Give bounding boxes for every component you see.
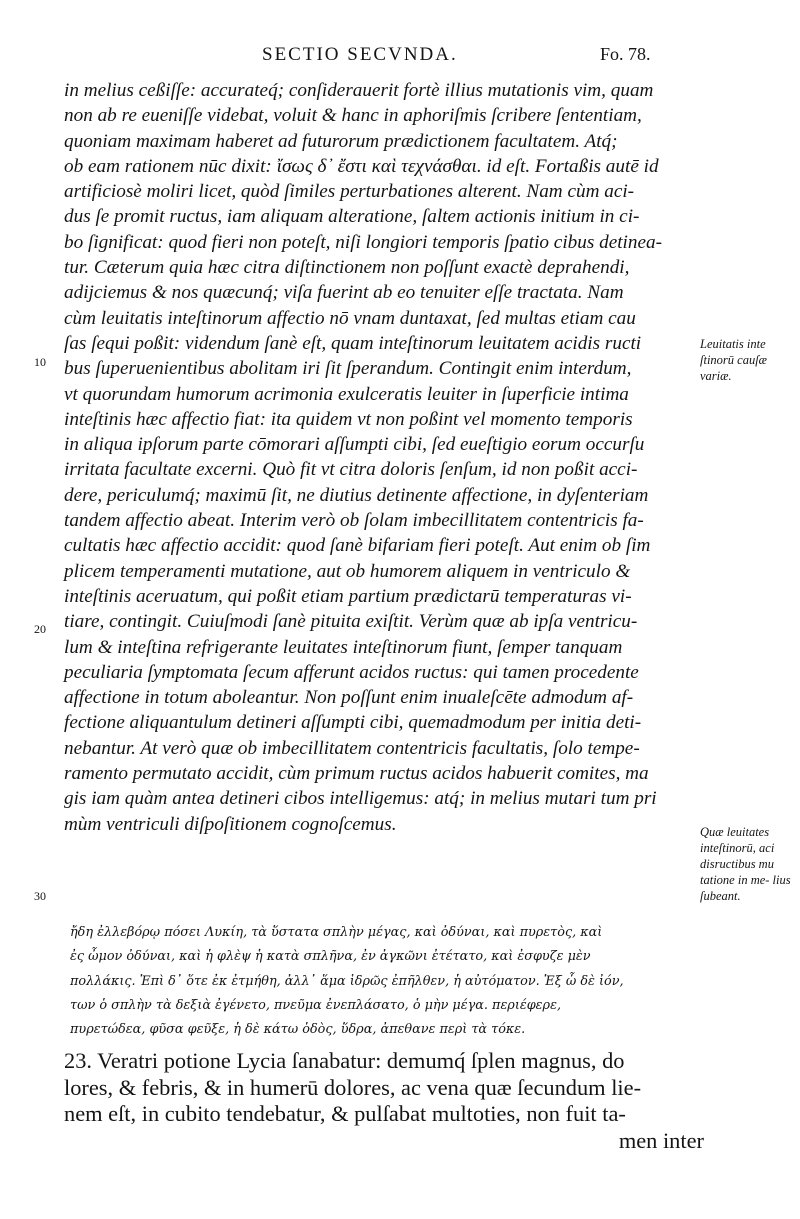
text-line: inteſtinis aceruatum, qui poßit etiam partium prædictarū temperaturas vi- bbox=[64, 585, 632, 607]
text-line: cùm leuitatis inteſtinorum affectio nō vnam duntaxat, ſed multas etiam cau bbox=[64, 307, 636, 329]
margin-note-acid-eructations: Quæ leuitates inteſtinorū, aci disructibus mu tatione in me- lius ſubeant. bbox=[700, 825, 791, 903]
text-line: ramento permutato accidit, cùm primum ructus acidos habuerit comites, ma bbox=[64, 763, 649, 785]
text-line: mùm ventriculi diſpoſitionem cognoſcemus. bbox=[64, 813, 397, 835]
text-line: adijciemus & nos quæcunq́; viſa fuerint ab eo tenuiter eſſe tractata. Nam bbox=[64, 282, 624, 304]
aphorism-line: nem eſt, in cubito tendebatur, & pulſabat multoties, non fuit ta- bbox=[64, 1101, 626, 1127]
text-line: ob eam rationem nūc dixit: ἴσως δ᾽ ἔστι καὶ τεχνάσθαι. id eſt. Fortaßis autē id bbox=[64, 155, 659, 177]
aphorism-line: lores, & febris, & in humerū dolores, ac vena quæ ſecundum lie- bbox=[64, 1074, 642, 1100]
text-line: non ab re eueniſſe videbat, voluit & hanc in aphoriſmis ſcribere ſententiam, bbox=[64, 105, 642, 127]
text-line: bus ſuperuenientibus abolitam iri ſit ſperandum. Contingit enim interdum, bbox=[64, 358, 632, 380]
text-line: ſas ſequi poßit: videndum ſanè eſt, quam inteſtinorum leuitatem acidis ructi bbox=[64, 332, 642, 354]
text-line: in melius ceßiſſe: accurateq́; conſiderauerit fortè illius mutationis vim, quam bbox=[64, 80, 654, 101]
line-number-20: 20 bbox=[34, 622, 46, 636]
text-line: tiare, contingit. Cuiuſmodi ſanè pituita exiſtit. Verùm quæ ab ipſa ventricu- bbox=[64, 611, 638, 633]
text-line: bo ſignificat: quod fieri non poteſt, niſi longiori temporis ſpatio cibus detinea- bbox=[64, 231, 662, 253]
greek-line: ἐς ὦμον ὀδύναι, καὶ ἡ φλὲψ ἡ κατὰ σπλῆνα, ἐν ἀγκῶνι ἐτέτατο, καὶ ἐσφυζε μὲν bbox=[70, 949, 591, 965]
aphorism-23 bbox=[64, 1048, 704, 1155]
text-line: plicem temperamenti mutatione, aut ob humorem aliquem in ventriculo & bbox=[64, 560, 631, 582]
text-line: lum & inteſtina refrigerante leuitates inteſtinorum fiunt, ſemper tanquam bbox=[64, 636, 623, 658]
line-number-30: 30 bbox=[34, 889, 46, 903]
greek-text bbox=[70, 921, 698, 1042]
folio-number: Fo. 78. bbox=[600, 44, 651, 64]
margin-note-causes: Leuitatis inte ſtinorū cauſæ variæ. bbox=[700, 337, 768, 383]
text-line: artificiosè moliri licet, quòd ſimiles perturbationes alterent. Nam cùm aci- bbox=[64, 181, 635, 203]
text-line: in aliqua ipſorum parte cōmorari aſſumpti cibi, ſed eueſtigio eorum occurſu bbox=[64, 434, 645, 456]
text-line: dus ſe promit ructus, iam aliquam alteratione, ſaltem actionis initium in ci- bbox=[64, 206, 640, 228]
catchword-line: men inter bbox=[618, 1128, 704, 1154]
line-number-10: 10 bbox=[34, 355, 46, 369]
greek-line: πολλάκις. Ἐπὶ δ᾽ ὅτε ἐκ ἐτμήθη, ἀλλ᾽ ἅμα ἱδρῶς ἐπῆλθεν, ἡ αὐτόματον. Ἐξ ὧ δὲ ἰόν, bbox=[70, 973, 624, 989]
commentary-text bbox=[64, 78, 694, 837]
text-line: fectione aliquantulum detineri aſſumpti cibi, quemadmodum per initia deti- bbox=[64, 712, 642, 734]
running-head-title: SECTIO SECVNDA. bbox=[262, 44, 458, 65]
text-line: vt quorundam humorum acrimonia exulceratis leuiter in ſuperficie intima bbox=[64, 383, 629, 405]
text-line: nebantur. At verò quæ ob imbecillitatem contentricis facultatis, ſolo tempe- bbox=[64, 737, 640, 759]
text-line: quoniam maximam haberet ad futurorum prædictionem facultatem. Atq́; bbox=[64, 130, 618, 152]
text-line: irritata facultate excerni. Quò fit vt citra doloris ſenſum, id non poßit acci- bbox=[64, 459, 638, 481]
greek-line: πυρετώδεα, φῦσα φεῦξε, ἡ δὲ κάτω ὁδὸς, ὕδρα, ἀπεθανε περὶ τὰ τόκε. bbox=[70, 1022, 526, 1038]
text-line: tandem affectio abeat. Interim verò ob ſolam imbecillitatem contentricis fa- bbox=[64, 510, 644, 532]
text-line: gis iam quàm antea detineri cibos intelligemus: atq́; in melius mutari tum pri bbox=[64, 788, 657, 810]
text-line: affectione in totum aboleantur. Non poſſunt enim inualeſcēte admodum af- bbox=[64, 687, 634, 709]
greek-line: των ὁ σπλὴν τὰ δεξιὰ ἐγένετο, πνεῦμα ἐνεπλάσατο, ὁ μὴν μέγα. περιέφερε, bbox=[70, 997, 562, 1013]
greek-line: ἤδη ἐλλεβόρῳ πόσει Λυκίη, τὰ ὕστατα σπλὴν μέγας, καὶ ὀδύναι, καὶ πυρετὸς, καὶ bbox=[70, 925, 603, 940]
text-line: inteſtinis hæc affectio fiat: ita quidem vt non poßint vel momento temporis bbox=[64, 408, 633, 430]
text-line: cultatis hæc affectio accidit: quod ſanè bifariam fieri poteſt. Aut enim ob ſim bbox=[64, 535, 651, 557]
text-line: tur. Cæterum quia hæc citra diſtinctionem non poſſunt exactè deprahendi, bbox=[64, 257, 630, 279]
text-line: peculiaria ſymptomata ſecum afferunt acidos ructus: qui tamen procedente bbox=[64, 661, 639, 683]
running-head bbox=[0, 44, 800, 74]
aphorism-line: 23. Veratri potione Lycia ſanabatur: demumq́ ſplen magnus, do bbox=[64, 1048, 625, 1073]
text-line: dere, periculumq́; maximū ſit, ne diutius detinente affectione, in dyſenteriam bbox=[64, 484, 649, 506]
